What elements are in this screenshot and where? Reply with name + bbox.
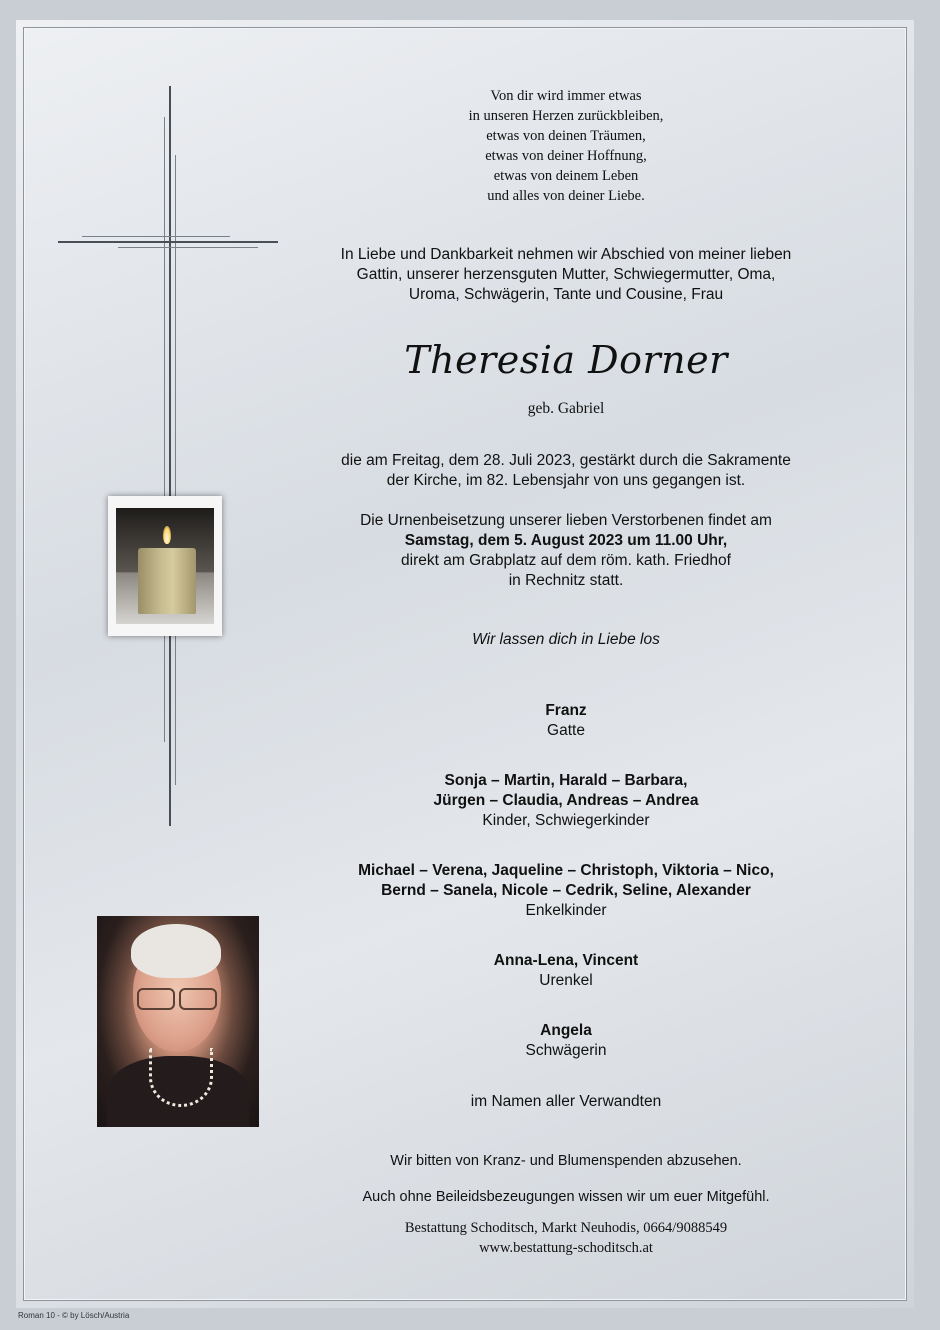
deceased-name: Theresia Dorner (404, 338, 728, 382)
cross-vertical-line-2 (164, 117, 165, 742)
funeral-home-footer (282, 1218, 850, 1258)
burial-date: Samstag, dem 5. August 2023 um 11.00 Uhr, (404, 532, 728, 549)
cross-horizontal-line-1 (58, 241, 278, 243)
portrait-photo (97, 916, 259, 1127)
request-condolences: Auch ohne Beileidsbezeugungen wissen wir um euer Mitgefühl. (362, 1189, 770, 1205)
death-notice: die am Freitag, dem 28. Juli 2023, gestärkt durch die Sakramente der Kirche, im 82. Lebensjahr von uns gegangen ist. (341, 452, 791, 489)
candle-flame-icon (163, 526, 171, 544)
cross-horizontal-line-3 (118, 247, 258, 248)
intro-text: In Liebe und Dankbarkeit nehmen wir Abschied von meiner lieben Gattin, unserer herzensguten Mutter, Schwiegermutter, Oma, Uroma, Schwägerin, Tante und Cousine, Frau (340, 246, 792, 303)
cross-vertical-line-3 (175, 155, 176, 785)
funeral-home-website: www.bestattung-schoditsch.at (479, 1240, 653, 1256)
cross-horizontal-line-2 (82, 236, 230, 237)
mourner-group: Michael – Verena, Jaqueline – Christoph, Viktoria – Nico, Bernd – Sanela, Nicole – Cedrik, Seline, Alexander Enkelkinder (358, 862, 774, 919)
poem: Von dir wird immer etwas in unseren Herzen zurückbleiben, etwas von deinen Träumen, etwas von deiner Hoffnung, etwas von deinem Leben und alles von deiner Liebe. (468, 88, 664, 204)
motto: Wir lassen dich in Liebe los (472, 631, 660, 648)
mourner-group: Anna-Lena, Vincent Urenkel (493, 952, 639, 989)
candle-icon (138, 548, 196, 614)
closing-line: im Namen aller Verwandten (470, 1093, 662, 1110)
cross-vertical-line-1 (169, 86, 171, 826)
mourner-group: Franz Gatte (545, 702, 587, 739)
mourner-group: Angela Schwägerin (525, 1022, 607, 1059)
mourner-group: Sonja – Martin, Harald – Barbara, Jürgen – Claudia, Andreas – Andrea Kinder, Schwiegerkinder (433, 772, 699, 829)
template-credit: Roman 10 - © by Lösch/Austria (18, 1311, 130, 1320)
request-flowers: Wir bitten von Kranz- und Blumenspenden abzusehen. (390, 1153, 742, 1169)
burial-notice: Die Urnenbeisetzung unserer lieben Verstorbenen findet am Samstag, dem 5. August 2023 um 11.00 Uhr, direkt am Grabplatz auf dem röm. kath. Friedhof in Rechnitz statt. (360, 512, 772, 589)
funeral-home-contact: Bestattung Schoditsch, Markt Neuhodis, 0664/9088549 (404, 1220, 728, 1236)
birth-name: geb. Gabriel (527, 400, 605, 417)
candle-image (108, 496, 222, 636)
